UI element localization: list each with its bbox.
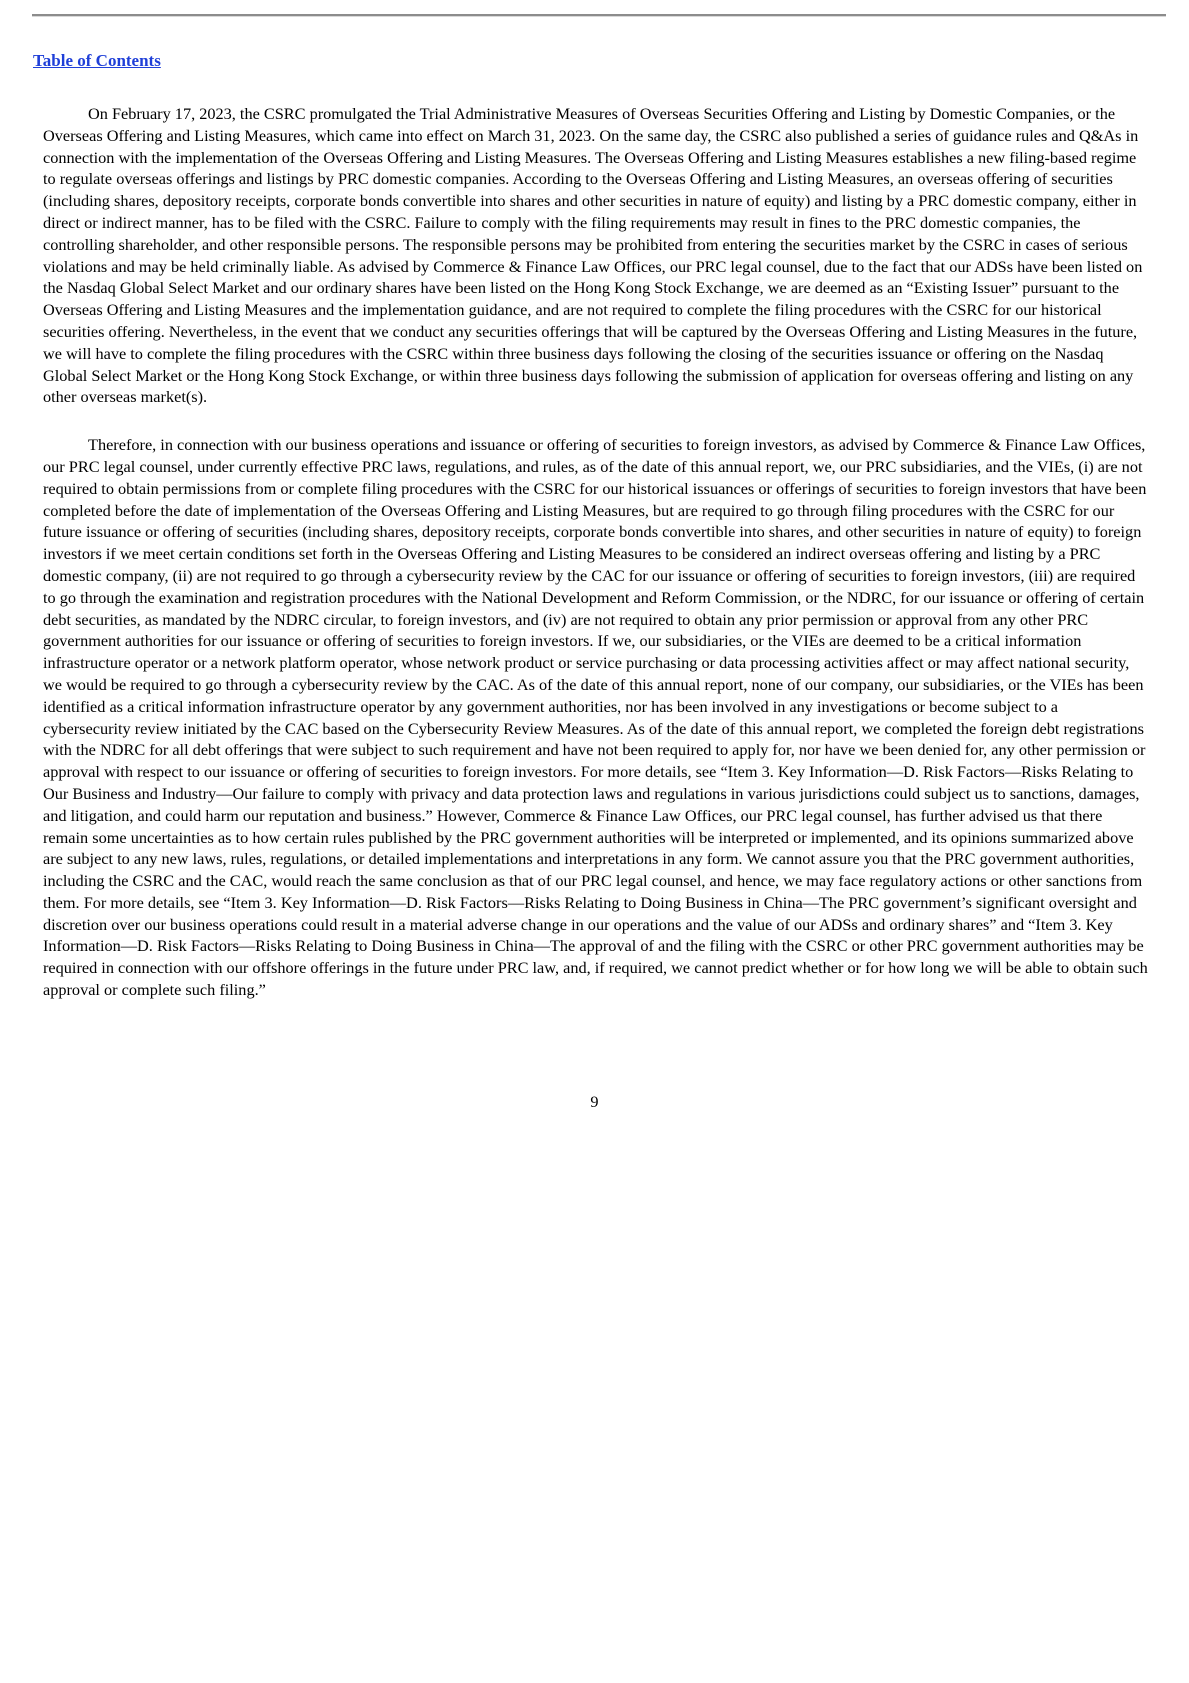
page-number: 9 <box>590 1092 599 1111</box>
document-body <box>43 103 1148 1027</box>
paragraph-overseas-offering-measures: On February 17, 2023, the CSRC promulgated the Trial Administrative Measures of Overseas Securities Offering and Listing by Domestic Companies, or the Overseas Offering and Listing Measures, which came into effect on March 31, 2023. On the same day, the CSRC also published a series of guidance rules and Q&As in connection with the implementation of the Overseas Offering and Listing Measures. The Overseas Offering and Listing Measures establishes a new filing-based regime to regulate overseas offerings and listings by PRC domestic companies. According to the Overseas Offering and Listing Measures, an overseas offering of securities (including shares, depository receipts, corporate bonds convertible into shares and other securities in nature of equity) and listing by a PRC domestic company, either in direct or indirect manner, has to be filed with the CSRC. Failure to comply with the filing requirements may result in fines to the PRC domestic companies, the controlling shareholder, and other responsible persons. The responsible persons may be prohibited from entering the securities market by the CSRC in cases of serious violations and may be held criminally liable. As advised by Commerce & Finance Law Offices, our PRC legal counsel, due to the fact that our ADSs have been listed on the Nasdaq Global Select Market and our ordinary shares have been listed on the Hong Kong Stock Exchange, we are deemed as an “Existing Issuer” pursuant to the Overseas Offering and Listing Measures and the implementation guidance, and are not required to complete the filing procedures with the CSRC for our historical securities offering. Nevertheless, in the event that we conduct any securities offerings that will be captured by the Overseas Offering and Listing Measures in the future, we will have to complete the filing procedures with the CSRC within three business days following the closing of the securities issuance or offering on the Nasdaq Global Select Market or the Hong Kong Stock Exchange, or within three business days following the submission of application for overseas offering and listing on any other overseas market(s). <box>43 104 1143 407</box>
header-divider <box>32 14 1166 17</box>
paragraph-regulatory-permissions: Therefore, in connection with our business operations and issuance or offering of securities to foreign investors, as advised by Commerce & Finance Law Offices, our PRC legal counsel, under currently effective PRC laws, regulations, and rules, as of the date of this annual report, we, our PRC subsidiaries, and the VIEs, (i) are not required to obtain permissions from or complete filing procedures with the CSRC for our historical issuances or offerings of securities to foreign investors that have been completed before the date of implementation of the Overseas Offering and Listing Measures, but are required to go through filing procedures with the CSRC for our future issuance or offering of securities (including shares, depository receipts, corporate bonds convertible into shares, and other securities in nature of equity) to foreign investors if we meet certain conditions set forth in the Overseas Offering and Listing Measures to be considered an indirect overseas offering and listing by a PRC domestic company, (ii) are not required to go through a cybersecurity review by the CAC for our issuance or offering of securities to foreign investors, (iii) are required to go through the examination and registration procedures with the National Development and Reform Commission, or the NDRC, for our issuance or offering of certain debt securities, as mandated by the NDRC circular, to foreign investors, and (iv) are not required to obtain any prior permission or approval from any other PRC government authorities for our issuance or offering of securities to foreign investors. If we, our subsidiaries, or the VIEs are deemed to be a critical information infrastructure operator or a network platform operator, whose network product or service purchasing or data processing activities affect or may affect national security, we would be required to go through a cybersecurity review by the CAC. As of the date of this annual report, none of our company, our subsidiaries, or the VIEs has been identified as a critical information infrastructure operator by any government authorities, nor has been involved in any investigations or become subject to a cybersecurity review initiated by the CAC based on the Cybersecurity Review Measures. As of the date of this annual report, we completed the foreign debt registrations with the NDRC for all debt offerings that were subject to such requirement and have not been required to apply for, nor have we been denied for, any other permission or approval with respect to our issuance or offering of securities to foreign investors. For more details, see “Item 3. Key Information—D. Risk Factors—Risks Relating to Our Business and Industry—Our failure to comply with privacy and data protection laws and regulations in various jurisdictions could subject us to sanctions, damages, and litigation, and could harm our reputation and business.” However, Commerce & Finance Law Offices, our PRC legal counsel, has further advised us that there remain some uncertainties as to how certain rules published by the PRC government authorities will be interpreted or implemented, and its opinions summarized above are subject to any new laws, rules, regulations, or detailed implementations and interpretations in any form. We cannot assure you that the PRC government authorities, including the CSRC and the CAC, would reach the same conclusion as that of our PRC legal counsel, and hence, we may face regulatory actions or other sanctions from them. For more details, see “Item 3. Key Information—D. Risk Factors—Risks Relating to Doing Business in China—The PRC government’s significant oversight and discretion over our business operations could result in a material adverse change in our operations and the value of our ADSs and ordinary shares” and “Item 3. Key Information—D. Risk Factors—Risks Relating to Doing Business in China—The approval of and the filing with the CSRC or other PRC government authorities may be required in connection with our offshore offerings in the future under PRC law, and, if required, we cannot predict whether or for how long we will be able to obtain such approval or complete such filing.” <box>43 435 1148 1000</box>
table-of-contents-link[interactable]: Table of Contents <box>33 51 161 70</box>
